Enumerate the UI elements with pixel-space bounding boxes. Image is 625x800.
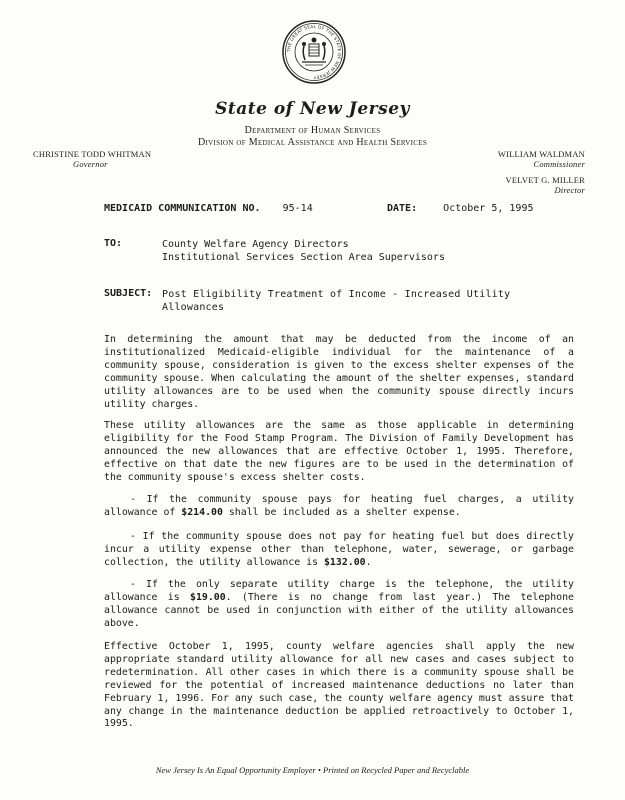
subject-text: Post Eligibility Treatment of Income - Increased Utility Allowances [162,289,511,313]
body-paragraph [104,531,574,570]
department-name: Department of Human Services [244,125,381,136]
communication-label: MEDICAID COMMUNICATION NO. [104,203,261,214]
date-field [387,203,533,214]
commissioner-title: Commissioner [533,159,585,169]
division-name: Division of Medical Assistance and Health Services [197,137,428,148]
seal-text: THE GREAT SEAL OF THE STATE OF NEW JERSEY [285,23,343,81]
utility-allowance-amount: $132.00 [323,556,366,568]
subject-label: SUBJECT: [104,288,153,299]
paragraph-text: . (There is no change from last year.) The telephone allowance cannot be used in conjunction with either of the utility allowances above. [104,591,574,629]
paragraph-text: - If the only separate utility charge is the telephone, the utility allowance is [104,579,574,603]
director-block [506,175,585,195]
governor-title: Governor [73,159,108,169]
director-title: Director [554,185,585,195]
communication-value: 95-14 [282,203,313,214]
commissioner-name: WILLIAM WALDMAN [497,149,585,159]
body-paragraph [104,494,574,520]
to-label: TO: [104,238,123,249]
recipient-line: County Welfare Agency Directors [162,239,349,250]
heating-allowance-amount: $214.00 [181,506,223,518]
date-value: October 5, 1995 [443,203,534,214]
paragraph-text: - If the community spouse pays for heating fuel charges, a utility allowance of [104,494,574,518]
director-name: VELVET G. MILLER [505,175,585,185]
telephone-allowance-amount: $19.00 [190,591,226,603]
governor-name: CHRISTINE TODD WHITMAN [33,149,152,159]
to-recipients [162,238,445,264]
state-seal-icon [282,20,346,84]
paragraph-text: . [365,556,372,568]
svg-text:THE GREAT SEAL OF THE STATE OF [286,24,342,80]
body-paragraph [104,579,574,631]
recipient-line: Institutional Services Section Area Supervisors [162,252,445,263]
commissioner-block [498,149,585,169]
communication-number [104,203,313,214]
body-paragraph: These utility allowances are the same as those applicable in determining eligibility for the Food Stamp Program. The Division of Family Development has announced the new allowances that are effective October 1, 1995. Therefore, effective on that date the new figures are to be used in the determination of the community spouse's excess shelter costs. [104,420,574,483]
footer-text: New Jersey Is An Equal Opportunity Employer • Printed on Recycled Paper and Recyclable [155,765,470,775]
date-label: DATE: [387,203,418,214]
governor-block [33,149,151,169]
body-paragraph: Effective October 1, 1995, county welfare agencies shall apply the new appropriate standard utility allowance for all new cases and cases subject to redetermination. All other cases in which there is a community spouse shall be reviewed for the potential of increased maintenance deductions no later than February 1, 1996. For any such case, the county welfare agency must assure that any change in the maintenance deduction be applied retroactively to October 1, 1995. [104,641,574,730]
state-title: State of New Jersey [215,99,410,119]
body-paragraph: In determining the amount that may be deducted from the income of an institutionalized Medicaid-eligible individual for the maintenance of a community spouse, consideration is given to the excess shelter expenses of the community spouse. When calculating the amount of the shelter expenses, standard utility allowances are to be used when the community spouse directly incurs utility charges. [104,334,574,410]
paragraph-text: shall be included as a shelter expense. [222,506,461,518]
paragraph-text: - If the community spouse does not pay for heating fuel but does directly incur a utility expense other than telephone, water, sewerage, or garbage collection, the utility allowance is [104,531,574,568]
